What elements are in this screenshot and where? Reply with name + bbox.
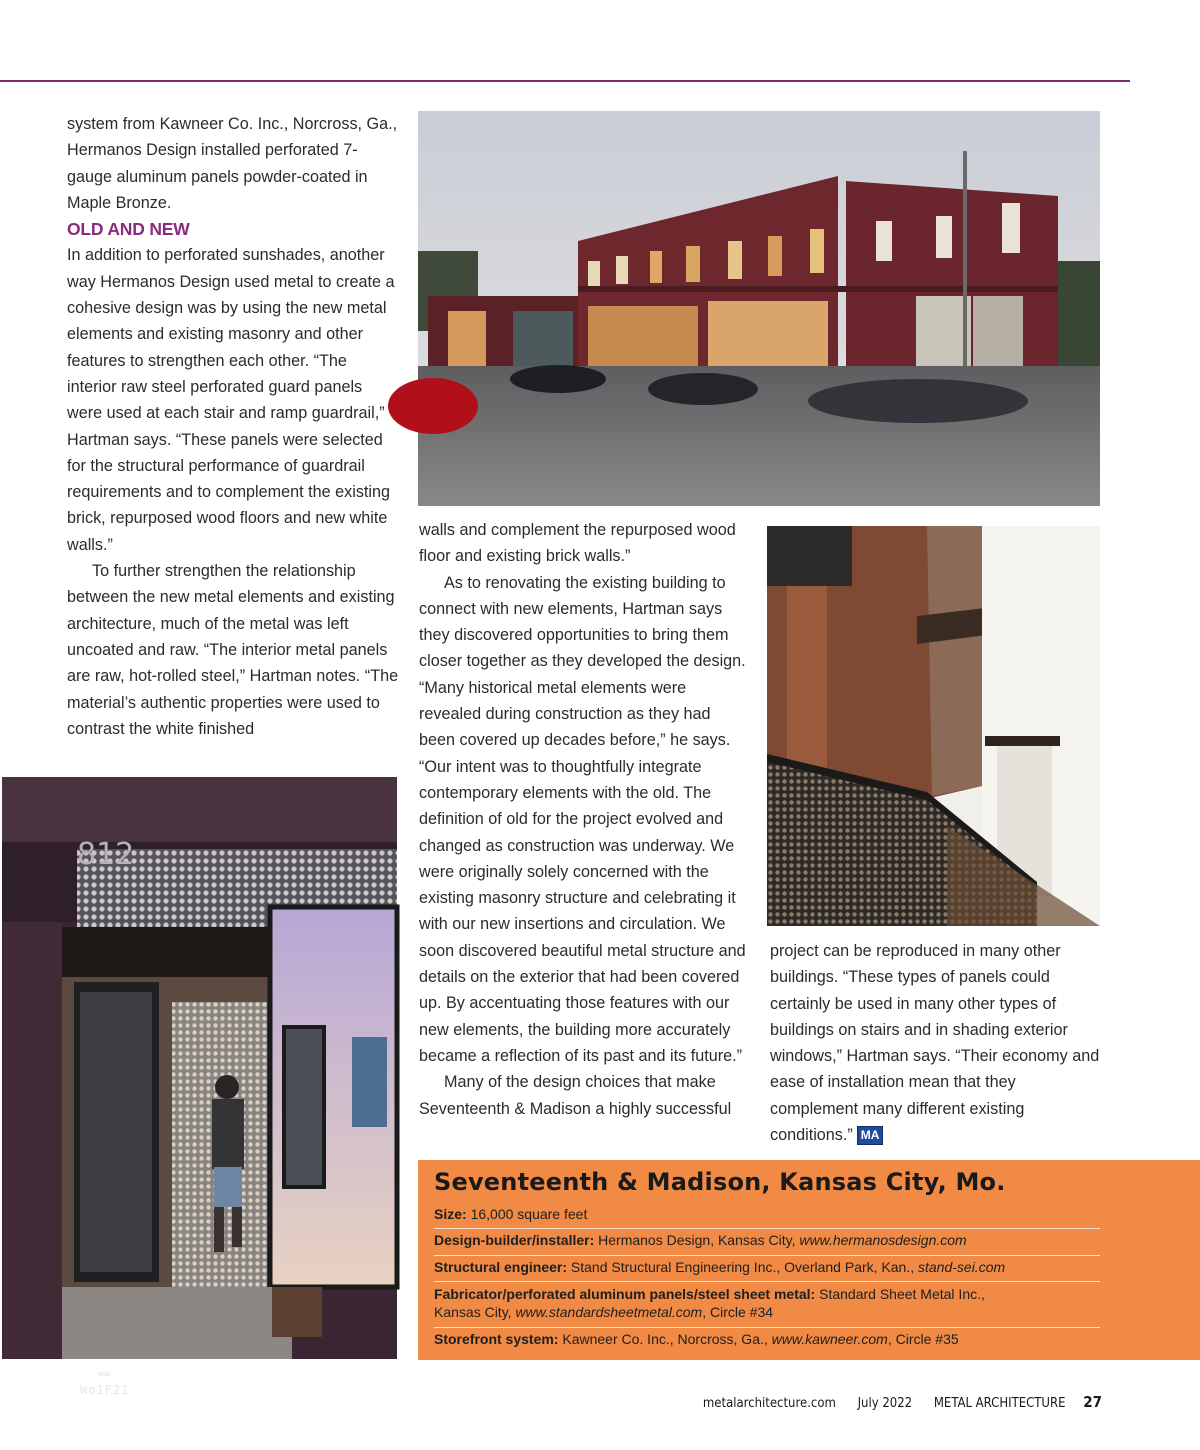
spec-value: Standard Sheet Metal Inc., [819,1286,985,1302]
divider [434,1327,1100,1328]
article-column-2 [419,517,749,1122]
paragraph: To further strengthen the relationship between the new metal elements and existing architecture, much of the metal was left uncoated and raw. “The interior metal panels are raw, hot-rolled steel,” Hartman notes. “The material’s authentic properties were used to contrast the white finished [67,562,399,738]
spec-circle: , Circle #35 [887,1331,959,1347]
paragraph-text: project can be reproduced in many other buildings. “These types of panels could certainly be used in many other types of buildings on stairs and in shading exterior windows,” Hartman says. “Their economy and ease of installation mean that they complement many different existing conditions.” [770,942,1100,1145]
spec-circle: , Circle #34 [702,1304,774,1320]
footer-issue: July 2022 [857,1396,913,1411]
spec-fabricator [434,1285,1100,1321]
spec-design-builder [434,1231,1100,1249]
door-sign-small: Wolf [98,1372,110,1378]
paragraph: Many of the design choices that make Seventeenth & Madison a highly successful [419,1073,732,1118]
page-number: 27 [1083,1393,1102,1411]
spec-label: Structural engineer: [434,1259,568,1275]
storefront-entry-illustration [2,777,397,1359]
door-sign: Wo1F21 [80,1383,130,1397]
spec-url[interactable]: www.hermanosdesign.com [799,1232,967,1248]
spec-value: Kawneer Co. Inc., Norcross, Ga., [562,1331,768,1347]
spec-storefront [434,1330,1100,1348]
divider [434,1255,1100,1256]
header-rule [0,80,1130,82]
project-spec-box [418,1160,1200,1360]
spec-label: Storefront system: [434,1331,559,1347]
building-exterior-photo [418,111,1100,506]
address-number: 812 [77,837,135,872]
paragraph: As to renovating the existing building to connect with new elements, Hartman says they discovered opportunities to bring them closer together as they developed the design. “Many historical metal elements were revealed during construction as they had been covered up decades before,” he says. “Our intent was to thoughtfully integrate contemporary elements with the old. The definition of old for the project evolved and changed as construction was underway. We were originally solely concerned with the existing masonry structure and celebrating it with our new insertions and circulation. We soon discovered beautiful metal structure and details on the exterior that had been covered up. By accentuating those features with our new elements, the building more accurately became a reflection of its past and its future.” [419,573,746,1065]
spec-url[interactable]: www.standardsheetmetal.com [515,1304,703,1320]
divider [434,1281,1100,1282]
divider [434,1228,1100,1229]
spec-value: Hermanos Design, Kansas City, [598,1232,796,1248]
spec-url[interactable]: stand-sei.com [918,1259,1006,1275]
paragraph [770,938,1100,1148]
article-column-1 [67,111,399,742]
paragraph: system from Kawneer Co. Inc., Norcross, Ga., Hermanos Design installed perforated 7-gauge aluminum panels powder-coated in Maple Bronze. [67,115,398,212]
spec-value: Stand Structural Engineering Inc., Overland Park, Kan., [570,1259,915,1275]
spec-label: Size: [434,1206,467,1222]
spec-label: Fabricator/perforated aluminum panels/steel sheet metal: [434,1286,816,1302]
footer-site[interactable]: metalarchitecture.com [702,1396,836,1411]
spec-value: Kansas City, [434,1304,512,1320]
stair-guardrail-photo [767,526,1100,926]
spec-url[interactable]: www.kawneer.com [771,1331,888,1347]
building-exterior-illustration [418,111,1100,506]
storefront-entry-photo [2,777,397,1397]
paragraph: In addition to perforated sunshades, another way Hermanos Design used metal to create a cohesive design was by using the new metal elements and existing masonry and other features to strengthen each other. “The interior raw steel perforated guard panels were used at each stair and ramp guardrail,” Hartman says. “These panels were selected for the structural performance of guardrail requirements and to complement the existing brick, repurposed wood floors and new white walls.” [67,246,395,554]
section-heading: OLD AND NEW [67,219,190,240]
spec-size [434,1205,1100,1223]
paragraph: walls and complement the repurposed wood floor and existing brick walls.” [419,521,736,566]
spec-box-title: Seventeenth & Madison, Kansas City, Mo. [434,1168,1006,1196]
end-mark-logo: MA [857,1126,884,1145]
spec-value: 16,000 square feet [470,1206,588,1222]
spec-label: Design-builder/installer: [434,1232,595,1248]
article-column-3 [770,938,1100,1148]
footer-magazine: METAL ARCHITECTURE [933,1396,1066,1411]
spec-structural-engineer [434,1258,1100,1276]
page-footer [703,1393,1102,1411]
stair-guardrail-illustration [767,526,1100,926]
